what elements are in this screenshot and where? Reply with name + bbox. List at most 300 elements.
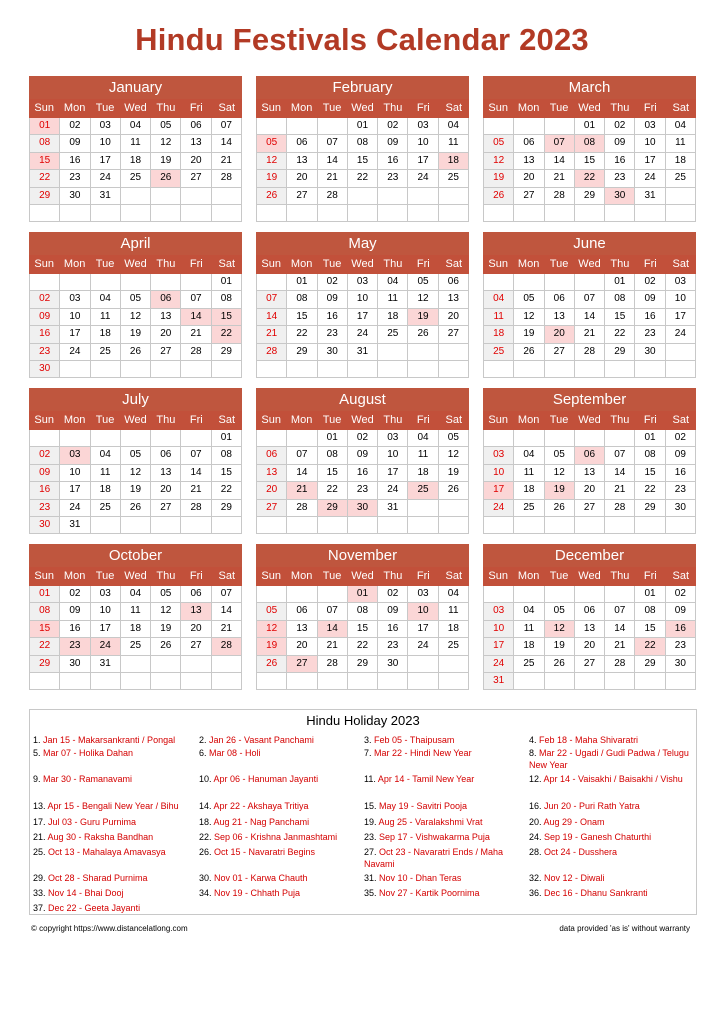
- day-cell: 17: [484, 638, 514, 654]
- day-cell: 18: [439, 621, 469, 637]
- day-cell: 14: [212, 603, 242, 619]
- day-cell: [635, 517, 665, 533]
- week-row: [30, 517, 242, 534]
- holiday-text: Aug 25 - Varalakshmi Vrat: [378, 817, 483, 827]
- day-cell: 10: [378, 447, 408, 463]
- holiday-text: Jun 20 - Puri Rath Yatra: [544, 801, 640, 811]
- holiday-item: [529, 734, 691, 746]
- day-cell: 08: [635, 447, 665, 463]
- holiday-number: 8.: [529, 748, 540, 758]
- holiday-text: Nov 10 - Dhan Teras: [379, 873, 462, 883]
- day-cell: 09: [30, 309, 60, 325]
- weekday-label: Wed: [578, 414, 601, 426]
- month-weeks: [256, 118, 469, 222]
- day-cell: 24: [635, 170, 665, 186]
- day-cell: 03: [60, 447, 90, 463]
- day-cell: 24: [378, 482, 408, 498]
- day-cell: [181, 188, 211, 204]
- day-cell: 29: [635, 656, 665, 672]
- weekday-label: Fri: [416, 102, 430, 114]
- month-name: May: [256, 232, 469, 255]
- day-cell: 24: [666, 326, 696, 342]
- weekday-label: Sat: [218, 102, 235, 114]
- weekday-header-row: [256, 99, 469, 118]
- day-cell: 02: [60, 118, 90, 134]
- day-cell: 16: [318, 309, 348, 325]
- day-cell: [257, 361, 287, 377]
- week-row: [30, 656, 242, 673]
- week-row: [257, 656, 469, 673]
- day-cell: 03: [635, 118, 665, 134]
- day-cell: 19: [514, 326, 544, 342]
- month-name: March: [483, 76, 696, 99]
- day-cell: 18: [121, 153, 151, 169]
- day-cell: 02: [378, 118, 408, 134]
- day-cell: 19: [545, 482, 575, 498]
- day-cell: 29: [575, 188, 605, 204]
- day-cell: 26: [151, 638, 181, 654]
- day-cell: 21: [257, 326, 287, 342]
- day-cell: 28: [318, 188, 348, 204]
- weekday-label: Tue: [322, 258, 342, 270]
- week-row: [257, 170, 469, 187]
- day-cell: 17: [484, 482, 514, 498]
- weekday-label: Sun: [488, 570, 508, 582]
- day-cell: 26: [121, 500, 151, 516]
- day-cell: 04: [484, 291, 514, 307]
- day-cell: 24: [484, 656, 514, 672]
- day-cell: [635, 361, 665, 377]
- holiday-number: 2.: [199, 735, 210, 745]
- weekday-label: Mon: [517, 570, 540, 582]
- weekday-label: Sat: [218, 414, 235, 426]
- day-cell: 30: [635, 344, 665, 360]
- weekday-label: Tue: [549, 414, 569, 426]
- day-cell: 05: [257, 603, 287, 619]
- day-cell: [605, 205, 635, 221]
- month-weeks: [256, 430, 469, 534]
- day-cell: 09: [348, 447, 378, 463]
- day-cell: 25: [439, 638, 469, 654]
- day-cell: 27: [151, 500, 181, 516]
- day-cell: 21: [575, 326, 605, 342]
- week-row: [30, 170, 242, 187]
- day-cell: [318, 361, 348, 377]
- day-cell: 23: [30, 344, 60, 360]
- holiday-number: 18.: [199, 817, 214, 827]
- day-cell: 22: [635, 638, 665, 654]
- week-row: [30, 274, 242, 291]
- weekday-label: Wed: [124, 414, 147, 426]
- day-cell: 12: [257, 153, 287, 169]
- day-cell: 20: [545, 326, 575, 342]
- day-cell: 17: [60, 482, 90, 498]
- day-cell: 12: [484, 153, 514, 169]
- holiday-item: [364, 831, 526, 843]
- weekday-label: Sat: [445, 570, 462, 582]
- day-cell: 11: [378, 291, 408, 307]
- weekday-label: Mon: [517, 414, 540, 426]
- weekday-label: Thu: [156, 102, 176, 114]
- day-cell: 28: [212, 638, 242, 654]
- day-cell: 10: [408, 603, 438, 619]
- weekday-label: Fri: [189, 102, 203, 114]
- day-cell: 13: [575, 621, 605, 637]
- day-cell: 01: [575, 118, 605, 134]
- day-cell: 14: [181, 465, 211, 481]
- holiday-number: 21.: [33, 832, 48, 842]
- day-cell: [408, 500, 438, 516]
- day-cell: 19: [439, 465, 469, 481]
- holiday-text: Sep 17 - Vishwakarma Puja: [379, 832, 490, 842]
- day-cell: 01: [318, 430, 348, 446]
- holiday-item: [33, 902, 195, 914]
- day-cell: 20: [257, 482, 287, 498]
- day-cell: [484, 430, 514, 446]
- holiday-text: Oct 28 - Sharad Purnima: [48, 873, 148, 883]
- day-cell: [121, 274, 151, 290]
- week-row: [257, 361, 469, 378]
- weekday-label: Mon: [63, 258, 86, 270]
- week-row: [484, 170, 696, 187]
- day-cell: 09: [60, 603, 90, 619]
- day-cell: 13: [257, 465, 287, 481]
- month-weeks: [29, 430, 242, 534]
- week-row: [257, 430, 469, 447]
- holiday-item: [199, 816, 361, 828]
- day-cell: [91, 274, 121, 290]
- holiday-number: 35.: [364, 888, 380, 898]
- month-weeks: [483, 274, 696, 378]
- holiday-text: Mar 22 - Ugadi / Gudi Padwa / Telugu New Year: [529, 748, 689, 770]
- day-cell: 02: [30, 447, 60, 463]
- day-cell: 04: [666, 118, 696, 134]
- day-cell: 02: [635, 274, 665, 290]
- day-cell: [545, 118, 575, 134]
- day-cell: 03: [91, 118, 121, 134]
- day-cell: [318, 586, 348, 602]
- holiday-number: 33.: [33, 888, 49, 898]
- holiday-text: Apr 06 - Hanuman Jayanti: [213, 774, 319, 784]
- holiday-text: Nov 27 - Kartik Poornima: [379, 888, 480, 898]
- day-cell: [575, 586, 605, 602]
- day-cell: [30, 205, 60, 221]
- holiday-item: [364, 887, 526, 899]
- week-row: [484, 344, 696, 361]
- day-cell: 12: [257, 621, 287, 637]
- day-cell: 27: [287, 656, 317, 672]
- month-weeks: [256, 274, 469, 378]
- day-cell: 18: [514, 482, 544, 498]
- weekday-label: Tue: [549, 258, 569, 270]
- holiday-item: [529, 872, 691, 884]
- holiday-text: Aug 30 - Raksha Bandhan: [47, 832, 154, 842]
- weekday-label: Mon: [517, 258, 540, 270]
- holiday-number: 22.: [199, 832, 215, 842]
- day-cell: 29: [348, 656, 378, 672]
- day-cell: [666, 361, 696, 377]
- day-cell: 05: [439, 430, 469, 446]
- day-cell: 02: [318, 274, 348, 290]
- holiday-text: Oct 15 - Navaratri Begins: [214, 847, 316, 857]
- day-cell: 30: [60, 656, 90, 672]
- day-cell: 23: [635, 326, 665, 342]
- day-cell: 19: [151, 153, 181, 169]
- day-cell: 13: [287, 153, 317, 169]
- weekday-label: Thu: [156, 414, 176, 426]
- day-cell: 17: [378, 465, 408, 481]
- day-cell: 01: [212, 430, 242, 446]
- day-cell: 26: [151, 170, 181, 186]
- day-cell: 14: [318, 621, 348, 637]
- holiday-text: Dec 22 - Geeta Jayanti: [48, 903, 141, 913]
- holiday-number: 10.: [199, 774, 214, 784]
- day-cell: 27: [575, 500, 605, 516]
- day-cell: [257, 205, 287, 221]
- week-row: [484, 188, 696, 205]
- week-row: [484, 291, 696, 308]
- day-cell: 25: [514, 656, 544, 672]
- holiday-text: Nov 12 - Diwali: [544, 873, 605, 883]
- weekday-label: Sun: [261, 102, 281, 114]
- day-cell: [348, 361, 378, 377]
- day-cell: 21: [287, 482, 317, 498]
- day-cell: 03: [484, 603, 514, 619]
- day-cell: 13: [545, 309, 575, 325]
- day-cell: 22: [348, 638, 378, 654]
- day-cell: 07: [212, 118, 242, 134]
- day-cell: 11: [439, 603, 469, 619]
- holiday-list: [29, 709, 697, 915]
- day-cell: 02: [60, 586, 90, 602]
- day-cell: 08: [348, 135, 378, 151]
- weekday-label: Mon: [63, 102, 86, 114]
- holiday-number: 19.: [364, 817, 379, 827]
- week-row: [30, 586, 242, 603]
- day-cell: 18: [439, 153, 469, 169]
- holiday-number: 31.: [364, 873, 380, 883]
- day-cell: 17: [408, 621, 438, 637]
- weekday-label: Sat: [445, 102, 462, 114]
- month-weeks: [29, 274, 242, 378]
- holiday-item: [199, 747, 361, 759]
- day-cell: [484, 205, 514, 221]
- day-cell: 05: [121, 447, 151, 463]
- weekday-label: Sat: [445, 258, 462, 270]
- day-cell: 08: [212, 291, 242, 307]
- day-cell: [151, 205, 181, 221]
- holiday-number: 3.: [364, 735, 375, 745]
- holiday-item: [199, 846, 361, 858]
- month-february: [256, 76, 469, 222]
- holiday-item: [364, 747, 526, 759]
- day-cell: 17: [91, 153, 121, 169]
- day-cell: 17: [635, 153, 665, 169]
- holiday-item: [364, 800, 526, 812]
- day-cell: [514, 361, 544, 377]
- weekday-label: Wed: [351, 414, 374, 426]
- weekday-label: Sun: [261, 570, 281, 582]
- day-cell: 03: [666, 274, 696, 290]
- week-row: [484, 517, 696, 534]
- weekday-label: Tue: [322, 570, 342, 582]
- day-cell: 22: [30, 638, 60, 654]
- day-cell: 26: [257, 188, 287, 204]
- day-cell: [439, 361, 469, 377]
- day-cell: [348, 673, 378, 689]
- day-cell: 06: [545, 291, 575, 307]
- month-name: June: [483, 232, 696, 255]
- day-cell: 11: [91, 465, 121, 481]
- weekday-label: Fri: [643, 258, 657, 270]
- day-cell: 05: [151, 586, 181, 602]
- holiday-text: Oct 24 - Dusshera: [544, 847, 618, 857]
- day-cell: [257, 274, 287, 290]
- day-cell: [484, 274, 514, 290]
- month-name: January: [29, 76, 242, 99]
- day-cell: 03: [91, 586, 121, 602]
- holiday-number: 16.: [529, 801, 545, 811]
- week-row: [484, 118, 696, 135]
- day-cell: 24: [484, 500, 514, 516]
- day-cell: [666, 188, 696, 204]
- day-cell: [121, 517, 151, 533]
- day-cell: 29: [212, 344, 242, 360]
- day-cell: 11: [91, 309, 121, 325]
- day-cell: 16: [30, 326, 60, 342]
- holiday-text: Mar 07 - Holika Dahan: [43, 748, 134, 758]
- day-cell: 15: [605, 309, 635, 325]
- holiday-text: Mar 30 - Ramanavami: [43, 774, 133, 784]
- day-cell: 03: [348, 274, 378, 290]
- week-row: [257, 344, 469, 361]
- day-cell: 27: [151, 344, 181, 360]
- month-september: [483, 388, 696, 534]
- day-cell: 16: [666, 621, 696, 637]
- day-cell: 06: [287, 135, 317, 151]
- weekday-header-row: [256, 255, 469, 274]
- day-cell: 12: [545, 621, 575, 637]
- holiday-text: Feb 18 - Maha Shivaratri: [539, 735, 639, 745]
- day-cell: [514, 118, 544, 134]
- day-cell: 06: [257, 447, 287, 463]
- day-cell: [287, 430, 317, 446]
- day-cell: 09: [30, 465, 60, 481]
- day-cell: 13: [181, 135, 211, 151]
- day-cell: 27: [545, 344, 575, 360]
- day-cell: [212, 188, 242, 204]
- holiday-item: [529, 816, 691, 828]
- day-cell: 16: [666, 465, 696, 481]
- day-cell: 14: [605, 465, 635, 481]
- week-row: [484, 673, 696, 690]
- day-cell: 30: [378, 656, 408, 672]
- holiday-text: Jan 26 - Vasant Panchami: [209, 735, 314, 745]
- weekday-label: Sun: [488, 258, 508, 270]
- day-cell: 15: [575, 153, 605, 169]
- day-cell: 20: [439, 309, 469, 325]
- day-cell: 28: [605, 656, 635, 672]
- month-weeks: [483, 118, 696, 222]
- holiday-number: 34.: [199, 888, 215, 898]
- week-row: [30, 673, 242, 690]
- week-row: [30, 188, 242, 205]
- month-november: [256, 544, 469, 690]
- holiday-number: 36.: [529, 888, 545, 898]
- day-cell: 11: [408, 447, 438, 463]
- day-cell: [439, 500, 469, 516]
- day-cell: 12: [121, 309, 151, 325]
- day-cell: 15: [212, 465, 242, 481]
- day-cell: 03: [408, 118, 438, 134]
- day-cell: 17: [666, 309, 696, 325]
- day-cell: [121, 361, 151, 377]
- day-cell: 05: [257, 135, 287, 151]
- weekday-header-row: [29, 99, 242, 118]
- day-cell: [439, 656, 469, 672]
- day-cell: 26: [439, 482, 469, 498]
- day-cell: 22: [212, 326, 242, 342]
- day-cell: [121, 673, 151, 689]
- day-cell: 26: [408, 326, 438, 342]
- day-cell: 25: [408, 482, 438, 498]
- day-cell: 18: [484, 326, 514, 342]
- day-cell: 19: [121, 482, 151, 498]
- day-cell: 01: [348, 118, 378, 134]
- weekday-label: Thu: [156, 258, 176, 270]
- weekday-label: Sat: [672, 102, 689, 114]
- day-cell: 27: [181, 170, 211, 186]
- day-cell: 28: [212, 170, 242, 186]
- day-cell: 09: [378, 135, 408, 151]
- weekday-label: Wed: [351, 102, 374, 114]
- day-cell: 08: [287, 291, 317, 307]
- day-cell: 09: [378, 603, 408, 619]
- holiday-item: [33, 816, 195, 828]
- day-cell: [181, 517, 211, 533]
- day-cell: [439, 517, 469, 533]
- day-cell: 01: [287, 274, 317, 290]
- day-cell: 28: [181, 344, 211, 360]
- day-cell: [318, 517, 348, 533]
- day-cell: 21: [605, 482, 635, 498]
- day-cell: 18: [408, 465, 438, 481]
- day-cell: 26: [545, 500, 575, 516]
- day-cell: 24: [408, 170, 438, 186]
- month-august: [256, 388, 469, 534]
- day-cell: [575, 361, 605, 377]
- weekday-header-row: [29, 255, 242, 274]
- day-cell: 29: [287, 344, 317, 360]
- month-name: April: [29, 232, 242, 255]
- day-cell: 08: [605, 291, 635, 307]
- day-cell: [318, 118, 348, 134]
- day-cell: 07: [318, 135, 348, 151]
- holiday-item: [199, 773, 361, 785]
- day-cell: 24: [91, 638, 121, 654]
- weekday-label: Mon: [290, 102, 313, 114]
- week-row: [30, 447, 242, 464]
- day-cell: [545, 430, 575, 446]
- day-cell: 21: [212, 153, 242, 169]
- holiday-item: [529, 831, 691, 843]
- day-cell: 18: [378, 309, 408, 325]
- day-cell: [30, 274, 60, 290]
- day-cell: 01: [605, 274, 635, 290]
- day-cell: 30: [605, 188, 635, 204]
- week-row: [30, 603, 242, 620]
- day-cell: [257, 517, 287, 533]
